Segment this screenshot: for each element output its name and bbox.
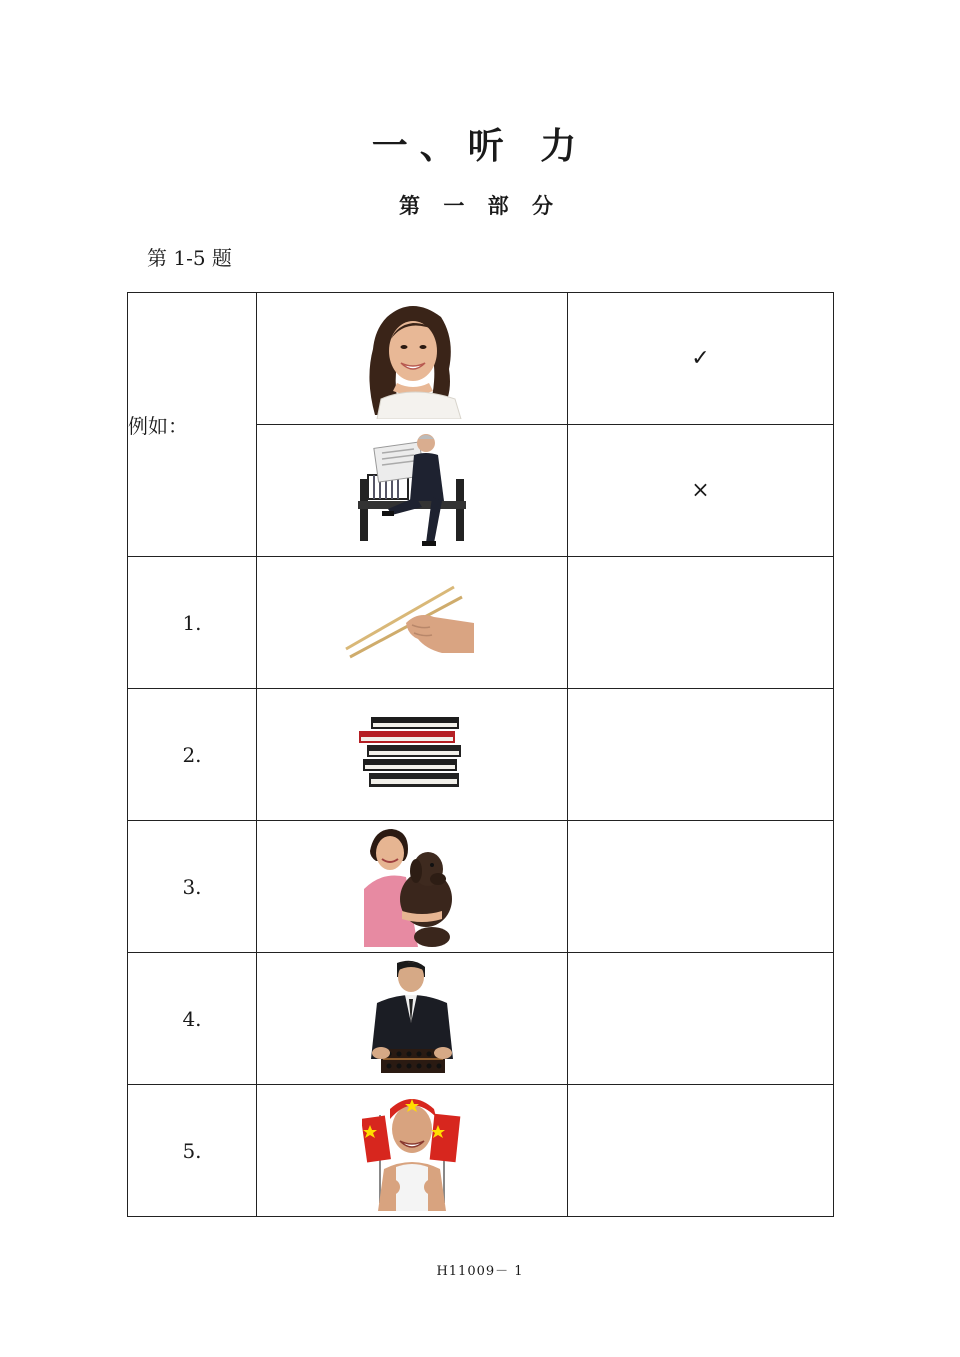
example-row-1 [128, 293, 834, 425]
question-image-cell-1 [257, 557, 568, 689]
listening-table [127, 292, 834, 1217]
question-number-4: 4. [128, 953, 257, 1085]
answer-cell-2[interactable] [568, 689, 834, 821]
answer-cell-5[interactable] [568, 1085, 834, 1217]
question-image-cell-5 [257, 1085, 568, 1217]
question-number-2: 2. [128, 689, 257, 821]
example-mark-2: × [568, 425, 834, 557]
question-image-cell-4 [257, 953, 568, 1085]
section-title: 一、听 力 [371, 125, 589, 167]
page-footer: H11009－ 1 [436, 1264, 524, 1279]
question-number-1: 1. [128, 557, 257, 689]
answer-cell-3[interactable] [568, 821, 834, 953]
man-reading-newspaper-image [352, 431, 472, 551]
example-mark-1: ✓ [568, 293, 834, 425]
part-subtitle: 第 一 部 分 [399, 193, 561, 218]
example-image-cell-2 [257, 425, 568, 557]
question-number-5: 5. [128, 1085, 257, 1217]
question-range: 第 1-5 题 [147, 246, 232, 270]
question-row-3 [128, 821, 834, 953]
question-row-2 [128, 689, 834, 821]
answer-cell-1[interactable] [568, 557, 834, 689]
answer-cell-4[interactable] [568, 953, 834, 1085]
chopsticks-image [342, 583, 482, 663]
question-number-3: 3. [128, 821, 257, 953]
question-image-cell-2 [257, 689, 568, 821]
stack-of-books-image [357, 715, 467, 795]
question-row-1 [128, 557, 834, 689]
smiling-woman-image [357, 299, 467, 419]
man-with-chinese-flags-image [362, 1091, 462, 1211]
example-image-cell-1 [257, 293, 568, 425]
man-using-abacus-image [367, 959, 457, 1079]
question-row-5 [128, 1085, 834, 1217]
example-label: 例如： [128, 293, 257, 557]
question-row-4 [128, 953, 834, 1085]
question-image-cell-3 [257, 821, 568, 953]
woman-holding-dog-image [362, 827, 462, 947]
